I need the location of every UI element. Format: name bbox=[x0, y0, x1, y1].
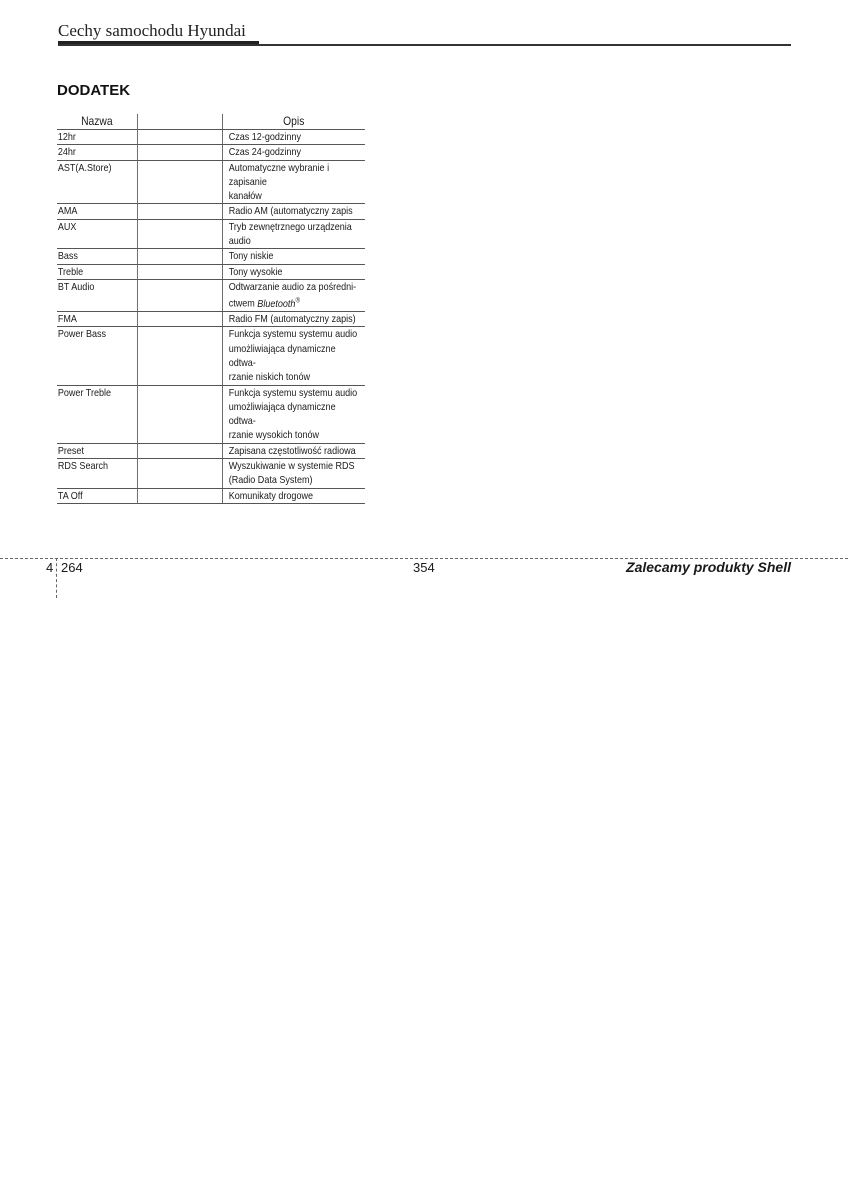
empty-cell bbox=[137, 312, 222, 327]
table-row bbox=[57, 130, 365, 145]
term-description bbox=[222, 204, 365, 219]
term-description bbox=[222, 443, 365, 458]
empty-cell bbox=[137, 459, 222, 489]
term-description bbox=[222, 385, 365, 443]
header-opis: Opis bbox=[222, 114, 365, 130]
description-line bbox=[229, 428, 365, 442]
term-name: AMA bbox=[57, 204, 137, 219]
table-row bbox=[57, 204, 365, 219]
term-name: BT Audio bbox=[57, 279, 137, 311]
empty-cell bbox=[137, 443, 222, 458]
description-text: ctwem bbox=[228, 297, 258, 310]
description-line bbox=[229, 489, 365, 503]
description-text: Automatyczne wybranie i zapisanie bbox=[228, 161, 330, 188]
term-name: Power Bass bbox=[57, 327, 137, 385]
description-line bbox=[229, 370, 365, 384]
description-text: Czas 12-godzinny bbox=[228, 131, 301, 143]
description-line bbox=[229, 294, 365, 311]
description-line bbox=[229, 280, 365, 294]
empty-cell bbox=[137, 204, 222, 219]
description-line bbox=[229, 444, 365, 458]
table-row bbox=[57, 488, 365, 503]
description-text: Tony niskie bbox=[228, 250, 274, 263]
empty-cell bbox=[137, 488, 222, 503]
term-name: TA Off bbox=[57, 488, 137, 503]
empty-cell bbox=[137, 385, 222, 443]
description-line bbox=[229, 342, 365, 371]
table-row bbox=[57, 264, 365, 279]
header-nazwa: Nazwa bbox=[57, 114, 137, 130]
description-line bbox=[229, 130, 365, 144]
empty-cell bbox=[137, 219, 222, 249]
description-text: (Radio Data System) bbox=[228, 474, 313, 487]
term-description bbox=[222, 130, 365, 145]
term-name: RDS Search bbox=[57, 459, 137, 489]
term-description bbox=[222, 160, 365, 204]
term-description bbox=[222, 264, 365, 279]
description-text: umożliwiająca dynamiczne odtwa- bbox=[228, 342, 336, 369]
running-header-title: Cechy samochodu Hyundai bbox=[58, 21, 246, 40]
description-text: Tryb zewnętrznego urządzenia bbox=[228, 220, 352, 233]
term-description bbox=[222, 219, 365, 249]
glossary-table bbox=[57, 114, 365, 504]
footer-brand-note: Zalecamy produkty Shell bbox=[626, 559, 791, 575]
term-name: 24hr bbox=[57, 145, 137, 160]
term-description bbox=[222, 249, 365, 264]
description-text: Funkcja systemu systemu audio bbox=[228, 328, 358, 341]
description-text: Tony wysokie bbox=[228, 265, 283, 278]
description-text: kanałów bbox=[228, 190, 262, 203]
term-name: Preset bbox=[57, 443, 137, 458]
table-row bbox=[57, 443, 365, 458]
description-text: Zapisana częstotliwość radiowa bbox=[228, 444, 356, 457]
term-description bbox=[222, 327, 365, 385]
description-line bbox=[229, 189, 365, 203]
description-text: Wyszukiwanie w systemie RDS bbox=[228, 460, 355, 473]
description-text: rzanie wysokich tonów bbox=[228, 429, 320, 442]
term-description bbox=[222, 459, 365, 489]
description-line bbox=[229, 161, 365, 190]
description-line bbox=[229, 459, 365, 473]
term-name: AUX bbox=[57, 219, 137, 249]
description-text: Radio FM (automatyczny zapis) bbox=[228, 313, 356, 326]
empty-cell bbox=[137, 279, 222, 311]
description-line bbox=[229, 234, 365, 248]
empty-cell bbox=[137, 145, 222, 160]
registered-mark: ® bbox=[295, 297, 300, 305]
term-name: Bass bbox=[57, 249, 137, 264]
description-line bbox=[229, 249, 365, 263]
description-text: audio bbox=[228, 235, 251, 248]
term-name: FMA bbox=[57, 312, 137, 327]
empty-cell bbox=[137, 264, 222, 279]
description-text: Komunikaty drogowe bbox=[228, 489, 314, 502]
empty-cell bbox=[137, 160, 222, 204]
term-description bbox=[222, 312, 365, 327]
term-name: 12hr bbox=[57, 130, 137, 145]
header-empty bbox=[137, 114, 222, 130]
table-header-row bbox=[57, 114, 365, 130]
description-line bbox=[229, 265, 365, 279]
description-italic: Bluetooth® bbox=[257, 297, 300, 310]
term-name: AST(A.Store) bbox=[57, 160, 137, 204]
footer-vertical-dashed-rule bbox=[56, 558, 57, 598]
header-rule bbox=[58, 44, 791, 46]
table-row bbox=[57, 160, 365, 204]
term-name: Treble bbox=[57, 264, 137, 279]
description-line bbox=[229, 204, 365, 218]
table-row bbox=[57, 219, 365, 249]
description-text: umożliwiająca dynamiczne odtwa- bbox=[228, 400, 336, 428]
description-line bbox=[229, 386, 365, 400]
table-row bbox=[57, 459, 365, 489]
description-line bbox=[229, 145, 365, 159]
term-name: Power Treble bbox=[57, 385, 137, 443]
table-row bbox=[57, 312, 365, 327]
table-row bbox=[57, 145, 365, 160]
table-row bbox=[57, 249, 365, 264]
description-text: Czas 24-godzinny bbox=[228, 146, 301, 159]
footer-chapter-number: 4 bbox=[46, 560, 54, 575]
description-line bbox=[229, 400, 365, 429]
table-row bbox=[57, 279, 365, 311]
table-row bbox=[57, 385, 365, 443]
description-line bbox=[229, 327, 365, 341]
description-text: Radio AM (automatyczny zapis bbox=[228, 205, 353, 218]
description-text: rzanie niskich tonów bbox=[228, 371, 311, 384]
term-description bbox=[222, 145, 365, 160]
description-line bbox=[229, 473, 365, 487]
description-line bbox=[229, 220, 365, 234]
term-description bbox=[222, 279, 365, 311]
empty-cell bbox=[137, 130, 222, 145]
glossary-body bbox=[57, 130, 365, 504]
table-row bbox=[57, 327, 365, 385]
description-text: Funkcja systemu systemu audio bbox=[228, 386, 358, 399]
footer-page-number: 264 bbox=[61, 560, 83, 575]
term-description bbox=[222, 488, 365, 503]
description-line bbox=[229, 312, 365, 326]
empty-cell bbox=[137, 327, 222, 385]
empty-cell bbox=[137, 249, 222, 264]
footer-center-number: 354 bbox=[413, 560, 435, 575]
description-text: Odtwarzanie audio za pośredni- bbox=[228, 280, 357, 293]
section-title: DODATEK bbox=[57, 82, 131, 99]
